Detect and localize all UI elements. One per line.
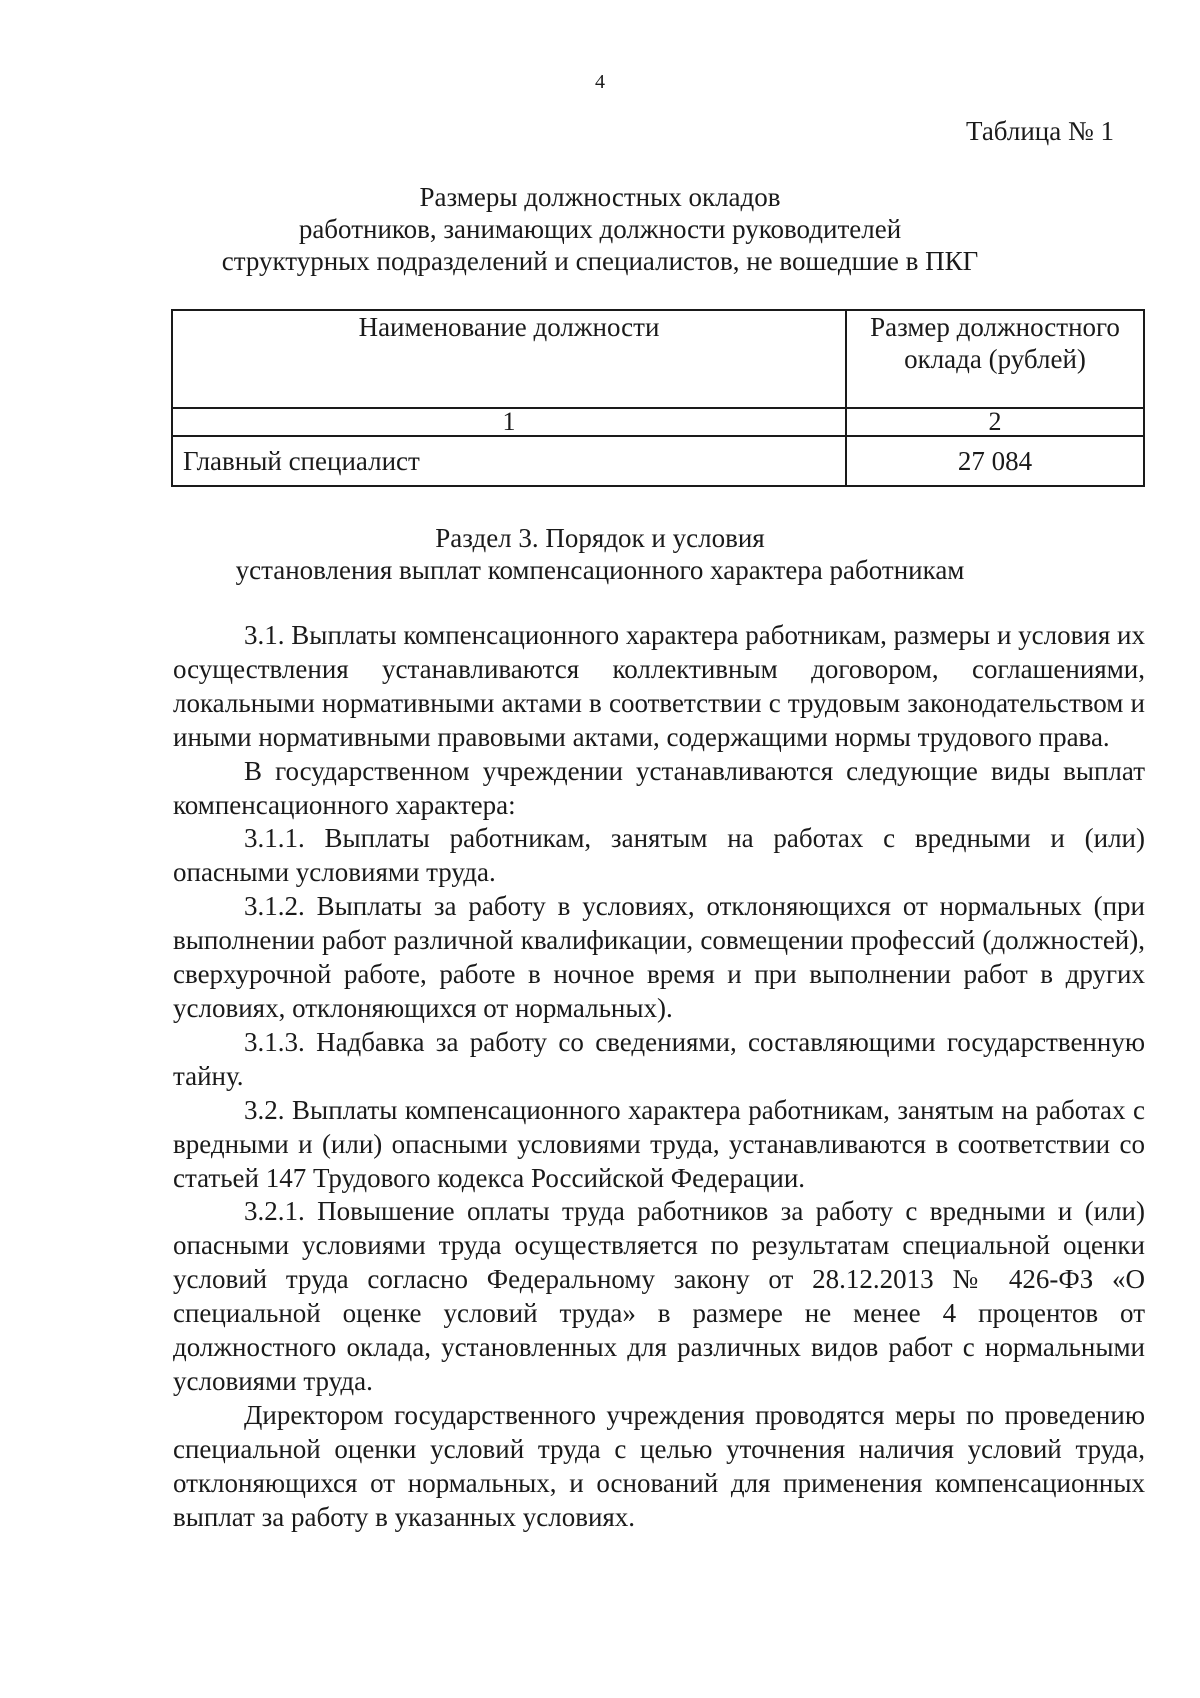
table-title bbox=[100, 181, 1100, 277]
column-number: 1 bbox=[172, 408, 846, 436]
position-cell: Главный специалист bbox=[172, 436, 846, 486]
paragraph: Директором государственного учреждения проводятся меры по проведению специальной оценки условий труда с целью уточнения наличия условий труда, отклоняющихся от нормальных, и оснований для применения компенсационных выплат за работу в указанных условиях. bbox=[173, 1399, 1145, 1532]
table-title-line: работников, занимающих должности руководителей bbox=[298, 214, 902, 244]
column-number: 2 bbox=[846, 408, 1144, 436]
section-title-line: установления выплат компенсационного характера работникам bbox=[235, 555, 965, 585]
salary-cell: 27 084 bbox=[846, 436, 1144, 486]
paragraph: 3.1. Выплаты компенсационного характера работникам, размеры и условия их осуществления устанавливаются коллективным договором, соглашениями, локальными нормативными актами в соответствии с трудовым законодательством и иными нормативными правовыми актами, содержащими нормы трудового права. bbox=[173, 620, 1145, 752]
table-caption: Таблица № 1 bbox=[966, 116, 1114, 146]
salary-table bbox=[171, 309, 1145, 487]
section-title-line: Раздел 3. Порядок и условия bbox=[435, 523, 765, 553]
table-title-line: структурных подразделений и специалистов, не вошедшие в ПКГ bbox=[221, 246, 979, 276]
header-position-name: Наименование должности bbox=[172, 310, 846, 408]
paragraph: 3.1.3. Надбавка за работу со сведениями, составляющими государственную тайну. bbox=[173, 1026, 1145, 1091]
paragraph: 3.1.1. Выплаты работникам, занятым на работах с вредными и (или) опасными условиями труда. bbox=[173, 823, 1145, 888]
paragraph: В государственном учреждении устанавливаются следующие виды выплат компенсационного характера: bbox=[173, 755, 1145, 820]
table-row bbox=[172, 436, 1144, 486]
paragraph: 3.2. Выплаты компенсационного характера работникам, занятым на работах с вредными и (или) опасными условиями труда, устанавливаются в соответствии со статьей 147 Трудового кодекса Российской Федерации. bbox=[173, 1094, 1145, 1193]
body-text bbox=[173, 619, 1145, 1534]
table-header-row bbox=[172, 310, 1144, 408]
paragraph: 3.2.1. Повышение оплаты труда работников за работу с вредными и (или) опасными условиями труда осуществляется по результатам специальной оценки условий труда согласно Федеральному закону от 28.12.2013 № 426-ФЗ «О специальной оценке условий труда» в размере не менее 4 процентов от должностного оклада, установленных для различных видов работ с нормальными условиями труда. bbox=[173, 1196, 1145, 1396]
table-title-line: Размеры должностных окладов bbox=[419, 182, 781, 212]
page-number: 4 bbox=[595, 71, 605, 93]
header-salary-size: Размер должностного оклада (рублей) bbox=[846, 310, 1144, 408]
paragraph: 3.1.2. Выплаты за работу в условиях, отклоняющихся от нормальных (при выполнении работ различной квалификации, совмещении профессий (должностей), сверхурочной работе, работе в ночное время и при выполнении работ в других условиях, отклоняющихся от нормальных). bbox=[173, 891, 1145, 1023]
table-column-numbers-row bbox=[172, 408, 1144, 436]
section-title bbox=[100, 522, 1100, 586]
